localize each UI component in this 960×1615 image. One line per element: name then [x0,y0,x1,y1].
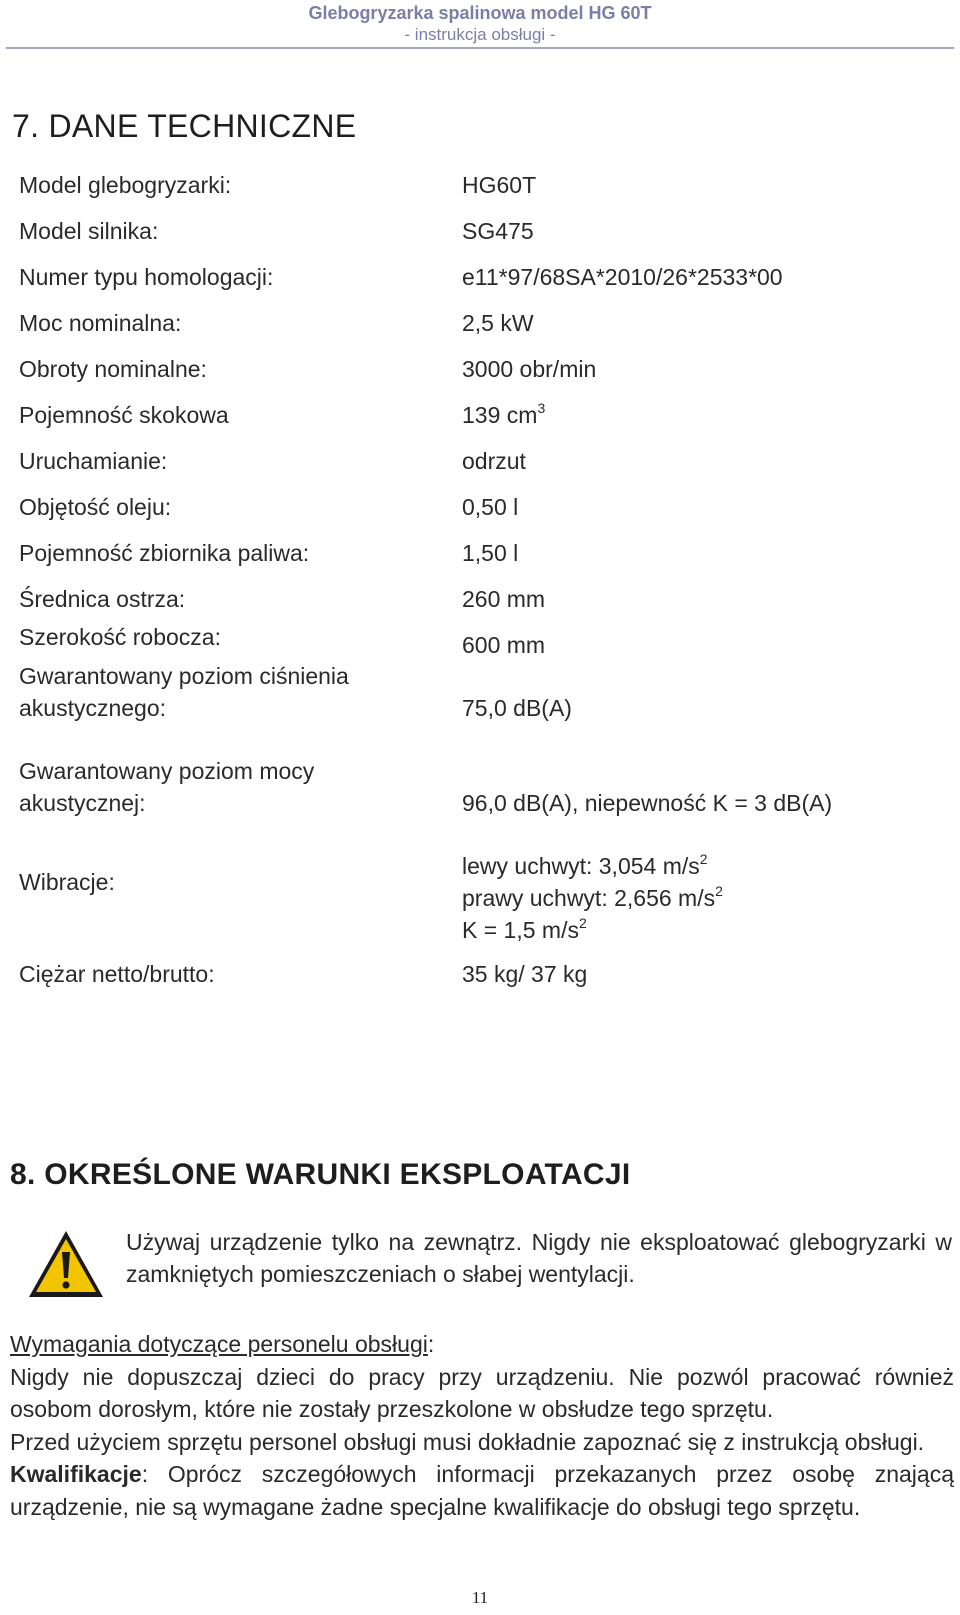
document-subtitle: - instrukcja obsługi - [404,25,556,44]
page-number: 11 [471,1588,489,1607]
paragraph: Przed użyciem sprzętu personel obsługi musi dokładnie zapoznać się z instrukcją obsługi. [10,1428,925,1455]
personnel-requirements: Wymagania dotyczące personelu obsługi: Nigdy nie dopuszczaj dzieci do pracy przy urządzeniu. Nie pozwól pracować również osobom dorosłym, które nie zostały przeszkolone w obsłudze tego sprzętu. Przed użyciem sprzętu personel obsługi musi dokładnie zapoznać się z instrukcją obsługi. Kwalifikacje: Oprócz szczegółowych informacji przekazanych przez osobę znającą urządzenie, nie są wymagane żadne specjalne kwalifikacje do obsługi tego sprzętu. [10,1328,954,1523]
spec-label: Gwarantowany poziom mocy akustycznej: [19,758,315,816]
spec-value: 0,50 l [462,494,519,520]
spec-value: 3000 obr/min [462,356,597,382]
spec-label: Gwarantowany poziom ciśnienia akustycznego: [19,663,349,721]
spec-label: Ciężar netto/brutto: [19,961,215,987]
qualifications-paragraph: Kwalifikacje: Oprócz szczegółowych informacji przekazanych przez osobę znającą urządzenie, nie są wymagane żadne specjalne kwalifikacje do obsługi tego sprzętu. [10,1461,954,1520]
warning-text: Używaj urządzenie tylko na zewnątrz. Nigdy nie eksploatować glebogryzarki w zamkniętych pomieszczeniach o słabej wentylacji. [126,1229,952,1287]
spec-label: Szerokość robocza: [19,624,221,650]
spec-label: Uruchamianie: [19,448,168,474]
spec-label: Obroty nominalne: [19,356,207,382]
spec-value: lewy uchwyt: 3,054 $m/s^2$ prawy uchwyt: 2,656 $m/s^2$ K = 1,5 $m/s^2$ [462,851,723,943]
section-7-heading: 7. DANE TECHNICZNE [12,108,357,144]
qualifications-label: Kwalifikacje [10,1461,142,1487]
spec-label: Pojemność zbiornika paliwa: [19,540,310,566]
spec-label: Objętość oleju: [19,494,172,520]
spec-value: 139 $cm^3$ [462,400,546,428]
spec-label: Model glebogryzarki: [19,172,232,198]
page-header [0,2,960,45]
spec-label: Model silnika: [19,218,159,244]
header-divider [6,47,954,49]
spec-value: 600 mm [462,632,546,658]
paragraph: Nigdy nie dopuszczaj dzieci do pracy przy urządzeniu. Nie pozwól pracować również osobom dorosłym, które nie zostały przeszkolone w obsłudze tego sprzętu. [10,1363,954,1422]
spec-value: SG475 [462,218,534,244]
spec-value: 2,5 kW [462,310,534,336]
personnel-heading: Wymagania dotyczące personelu obsługi [10,1331,428,1357]
spec-value: 260 mm [462,586,546,612]
spec-label: Numer typu homologacji: [19,264,274,290]
section-8-heading: 8. OKREŚLONE WARUNKI EKSPLOATACJI [10,1158,631,1191]
spec-value: 1,50 l [462,540,519,566]
spec-label: Pojemność skokowa [19,402,229,428]
spec-value: 75,0 dB(A) [462,695,572,721]
document-title: Glebogryzarka spalinowa model HG 60T [308,3,652,23]
spec-value: 96,0 dB(A), niepewność K = 3 dB(A) [462,790,833,816]
spec-label: Wibracje: [19,869,115,895]
warning-triangle-icon [26,1228,106,1300]
spec-label: Średnica ostrza: [19,586,186,612]
spec-value: 35 kg/ 37 kg [462,961,588,987]
spec-value: HG60T [462,172,537,198]
spec-label: Moc nominalna: [19,310,182,336]
spec-value: odrzut [462,448,526,474]
spec-value: e11*97/68SA*2010/26*2533*00 [462,264,783,290]
